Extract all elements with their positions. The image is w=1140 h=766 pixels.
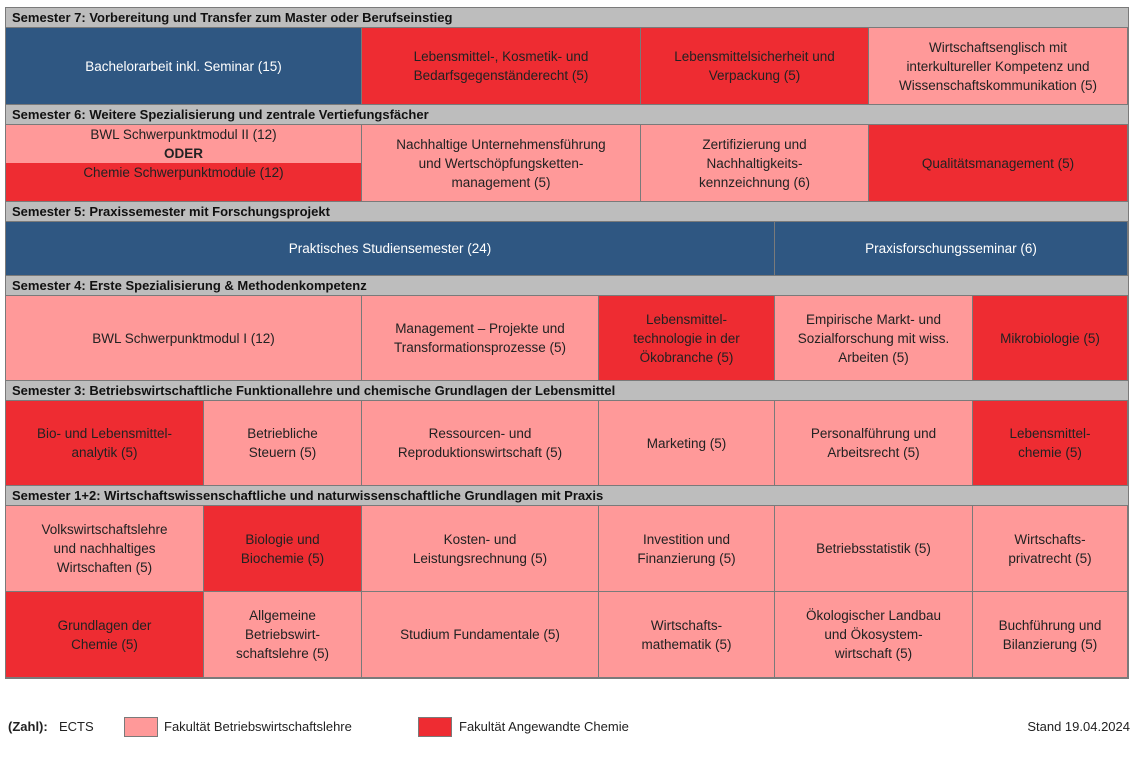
module-nachhaltige-unternehmensfuehrung: Nachhaltige Unternehmensführung und Wertschöpfungsketten- management (5) [362,125,641,202]
module-lebensmitteltechnologie: Lebensmittel- technologie in der Ökobranche (5) [599,296,775,381]
module-lebensmittelchemie: Lebensmittel- chemie (5) [973,401,1128,486]
stand-date: Stand 19.04.2024 [1027,719,1130,734]
curriculum-grid [5,7,1129,679]
module-kosten-leistungsrechnung: Kosten- und Leistungsrechnung (5) [362,506,599,592]
legend-zahl-value: ECTS [59,719,94,734]
semester-6-header: Semester 6: Weitere Spezialisierung und zentrale Vertiefungsfächer [6,105,1128,125]
module-management-projekte: Management – Projekte und Transformationsprozesse (5) [362,296,599,381]
bwl-schwerpunkt-ii [6,125,361,163]
module-ressourcenwirtschaft: Ressourcen- und Reproduktionswirtschaft (5) [362,401,599,486]
module-lebensmittelanalytik: Bio- und Lebensmittel- analytik (5) [6,401,204,486]
module-marketing: Marketing (5) [599,401,775,486]
module-personalfuehrung: Personalführung und Arbeitsrecht (5) [775,401,973,486]
module-betriebsstatistik: Betriebsstatistik (5) [775,506,973,592]
legend-bwl-swatch [124,717,158,737]
semester-7-header: Semester 7: Vorbereitung und Transfer zum Master oder Berufseinstieg [6,8,1128,28]
module-empirische-marktforschung: Empirische Markt- und Sozialforschung mit wiss. Arbeiten (5) [775,296,973,381]
chemie-schwerpunkt [6,163,361,201]
module-oekologischer-landbau: Ökologischer Landbau und Ökosystem- wirtschaft (5) [775,592,973,678]
module-qualitaetsmanagement: Qualitätsmanagement (5) [869,125,1128,202]
module-studium-fundamentale: Studium Fundamentale (5) [362,592,599,678]
module-wirtschaftsmathematik: Wirtschafts- mathematik (5) [599,592,775,678]
module-biologie-biochemie: Biologie und Biochemie (5) [204,506,362,592]
bwl-schwerpunkt-ii-label: BWL Schwerpunktmodul II (12) [90,127,277,142]
legend-chem-swatch [418,717,452,737]
module-grundlagen-chemie: Grundlagen der Chemie (5) [6,592,204,678]
legend [0,712,1140,742]
module-buchfuehrung: Buchführung und Bilanzierung (5) [973,592,1128,678]
module-wirtschaftsenglisch: Wirtschaftsenglisch mit interkultureller Kompetenz und Wissenschaftskommunikation (5) [869,28,1128,105]
semester-1-2-header: Semester 1+2: Wirtschaftswissenschaftliche und naturwissenschaftliche Grundlagen mit Praxis [6,486,1128,506]
module-praktisches-studiensemester: Praktisches Studiensemester (24) [6,222,775,276]
module-lebensmittelsicherheit: Lebensmittelsicherheit und Verpackung (5) [641,28,869,105]
legend-zahl-label: (Zahl): [8,719,48,734]
module-lebensmittelrecht: Lebensmittel-, Kosmetik- und Bedarfsgegenständerecht (5) [362,28,641,105]
semester-4-header: Semester 4: Erste Spezialisierung & Methodenkompetenz [6,276,1128,296]
module-praxisforschungsseminar: Praxisforschungsseminar (6) [775,222,1128,276]
legend-chem-label: Fakultät Angewandte Chemie [459,719,629,734]
module-allgemeine-bwl: Allgemeine Betriebswirt- schaftslehre (5) [204,592,362,678]
module-mikrobiologie: Mikrobiologie (5) [973,296,1128,381]
semester-5-header: Semester 5: Praxissemester mit Forschungsprojekt [6,202,1128,222]
semester-3-header: Semester 3: Betriebswirtschaftliche Funktionallehre und chemische Grundlagen der Lebensmittel [6,381,1128,401]
module-bwl-schwerpunkt-i: BWL Schwerpunktmodul I (12) [6,296,362,381]
module-volkswirtschaftslehre: Volkswirtschaftslehre und nachhaltiges Wirtschaften (5) [6,506,204,592]
module-wirtschaftsprivatrecht: Wirtschafts- privatrecht (5) [973,506,1128,592]
module-zertifizierung: Zertifizierung und Nachhaltigkeits- kennzeichnung (6) [641,125,869,202]
module-investition-finanzierung: Investition und Finanzierung (5) [599,506,775,592]
module-betriebliche-steuern: Betriebliche Steuern (5) [204,401,362,486]
module-bachelorarbeit: Bachelorarbeit inkl. Seminar (15) [6,28,362,105]
legend-bwl-label: Fakultät Betriebswirtschaftslehre [164,719,352,734]
chemie-schwerpunkt-label: Chemie Schwerpunktmodule (12) [83,165,284,180]
oder-label: ODER [163,146,203,161]
module-schwerpunkt-ii-choice [6,125,362,202]
